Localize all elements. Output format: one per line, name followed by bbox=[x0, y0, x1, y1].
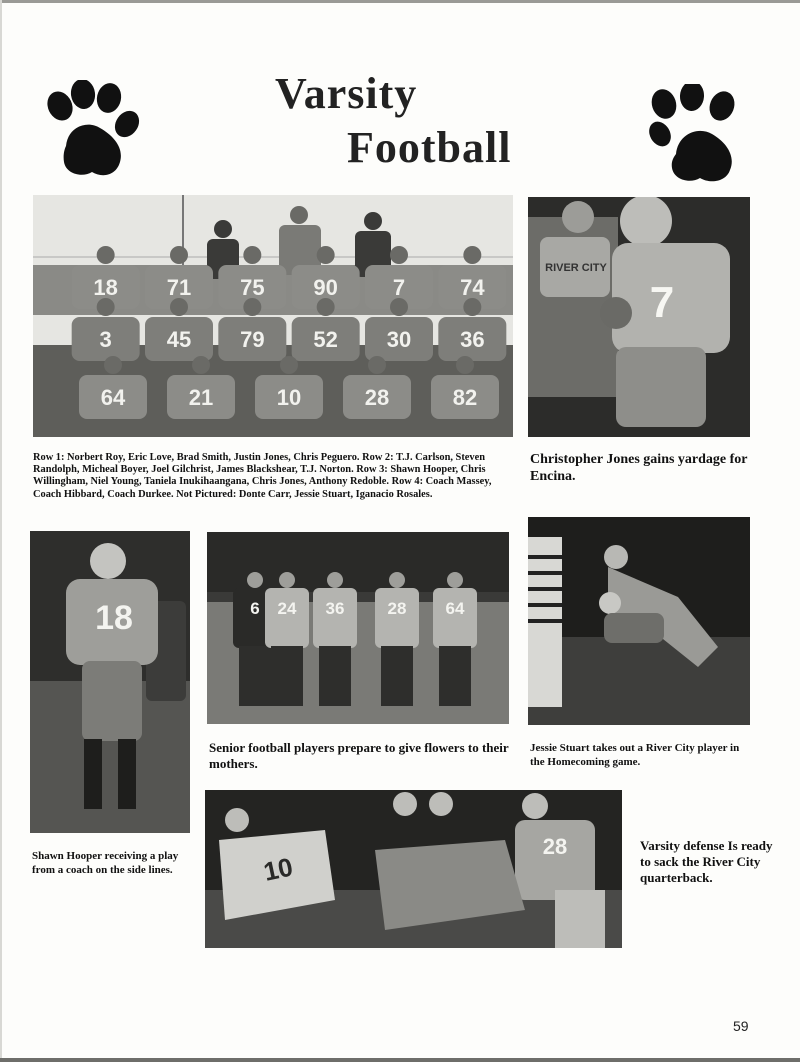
senior-jersey-number: 28 bbox=[387, 599, 407, 618]
team-jersey-number: 64 bbox=[100, 385, 126, 410]
team-jersey-number: 45 bbox=[166, 327, 192, 352]
svg-text:RIVER CITY: RIVER CITY bbox=[545, 262, 607, 274]
team-jersey-number: 82 bbox=[452, 385, 478, 410]
team-jersey-number: 52 bbox=[313, 327, 338, 352]
svg-text:7: 7 bbox=[649, 278, 675, 327]
senior-players-caption: Senior football players prepare to give flowers to their mothers. bbox=[209, 740, 509, 771]
defense-jersey-number: 28 bbox=[542, 834, 568, 859]
defense-jersey-number: 10 bbox=[260, 851, 296, 887]
page-title-line-2: Football bbox=[347, 123, 512, 172]
team-jersey-number: 71 bbox=[166, 275, 192, 300]
svg-text:18: 18 bbox=[95, 599, 133, 637]
shawn-hooper-photo bbox=[30, 531, 190, 833]
page-top-edge bbox=[0, 0, 800, 3]
jessie-stuart-photo bbox=[528, 517, 750, 725]
team-jersey-number: 7 bbox=[392, 275, 406, 300]
team-jersey-number: 36 bbox=[460, 327, 485, 352]
team-roster-caption: Row 1: Norbert Roy, Eric Love, Brad Smith, Justin Jones, Chris Peguero. Row 2: T.J. Carlson, Steven Randolph, Micheal Boyer, Joel Gilchrist, James Blackshear, T.J. Norton. Row 3: Shawn Hooper, Chris Willingham, Niel Young, Taniela Inukihaangana, Chris Jones, Anthony Redoble. Row 4: Coach Massey, Coach Hibbard, Coach Durkee. Not Pictured: Donte Carr, Jessie Stuart, Iganacio Rosales. bbox=[33, 452, 492, 500]
varsity-defense-photo bbox=[205, 790, 622, 948]
page-number: 59 bbox=[733, 1018, 749, 1034]
team-jersey-number: 10 bbox=[276, 385, 302, 410]
christopher-jones-photo bbox=[528, 197, 750, 437]
team-jersey-number: 79 bbox=[240, 327, 265, 352]
team-jersey-number: 74 bbox=[460, 275, 485, 300]
team-jersey-number: 90 bbox=[313, 275, 338, 300]
team-jersey-number: 18 bbox=[93, 275, 118, 300]
senior-jersey-number: 6 bbox=[250, 599, 260, 618]
team-jersey-number: 30 bbox=[386, 327, 412, 352]
team-jersey-number: 21 bbox=[188, 385, 214, 410]
varsity-defense-caption: Varsity defense Is ready to sack the River City quarterback. bbox=[640, 838, 773, 885]
senior-players-photo bbox=[207, 532, 509, 724]
senior-jersey-number: 24 bbox=[277, 599, 297, 618]
paw-print-icon bbox=[44, 80, 140, 180]
jessie-stuart-caption: Jessie Stuart takes out a River City player in the Homecoming game. bbox=[530, 742, 740, 768]
senior-jersey-number: 64 bbox=[445, 599, 465, 618]
shawn-hooper-caption: Shawn Hooper receiving a play from a coach on the side lines. bbox=[32, 850, 179, 876]
team-jersey-number: 28 bbox=[364, 385, 390, 410]
team-photo bbox=[33, 195, 513, 437]
paw-print-icon bbox=[648, 84, 742, 184]
christopher-jones-caption: Christopher Jones gains yardage for Encina. bbox=[530, 452, 748, 484]
team-jersey-number: 75 bbox=[240, 275, 265, 300]
page-left-edge bbox=[0, 0, 2, 1062]
team-jersey-number: 3 bbox=[99, 327, 112, 352]
page-bottom-edge bbox=[0, 1058, 800, 1062]
page-title-line-1: Varsity bbox=[275, 69, 418, 118]
senior-jersey-number: 36 bbox=[325, 599, 345, 618]
